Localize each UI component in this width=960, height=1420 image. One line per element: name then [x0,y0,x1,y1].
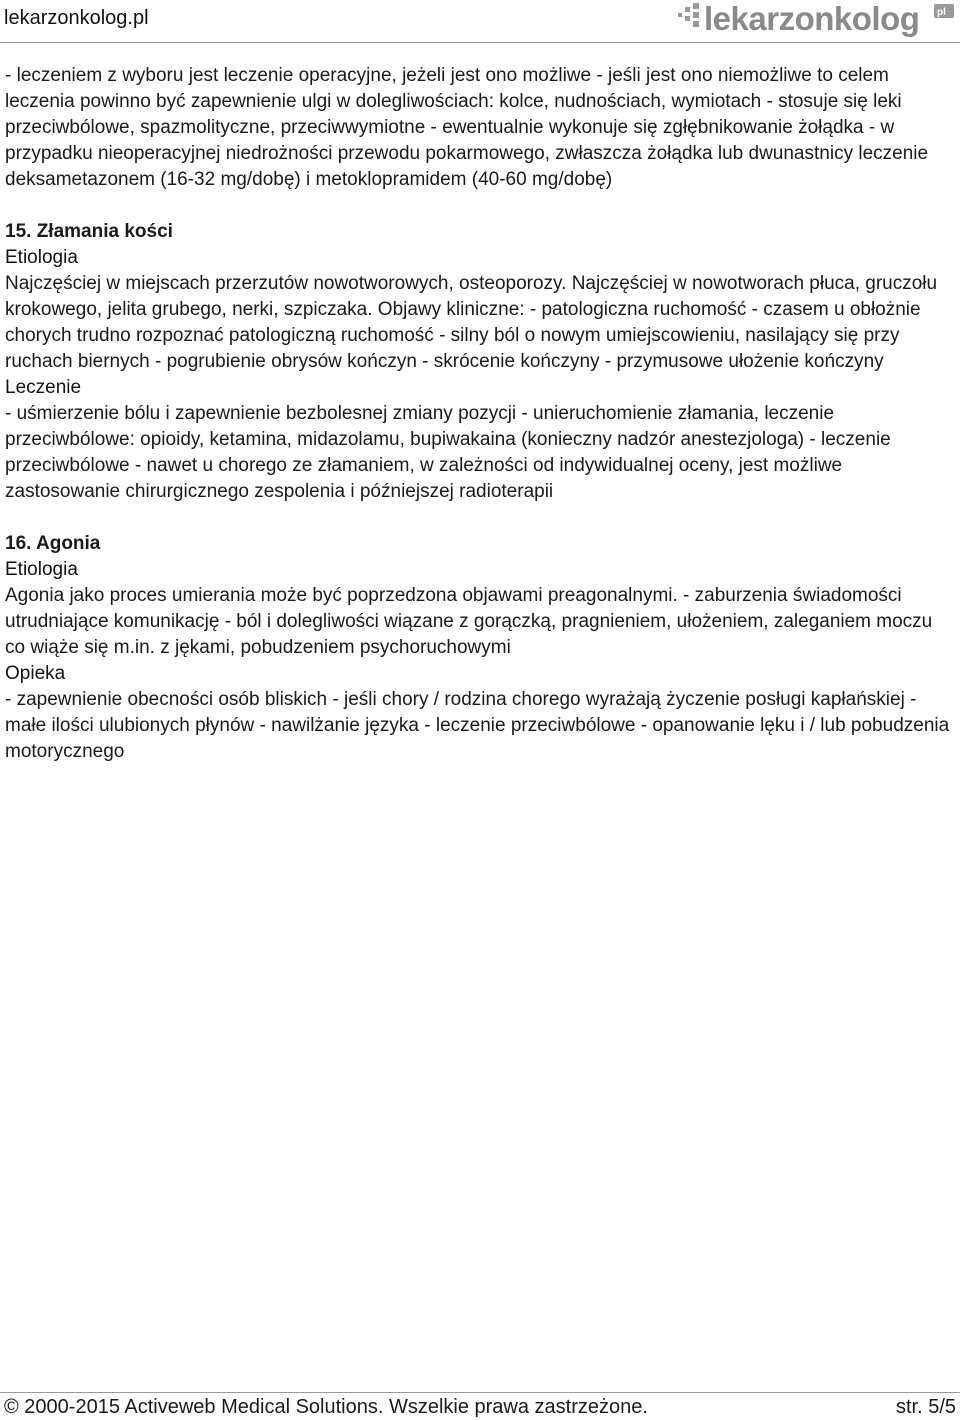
section-title-agonia: 16. Agonia [5,533,101,554]
copyright-text: © 2000-2015 Activeweb Medical Solutions. Wszelkie prawa zastrzeżone. [4,1396,648,1418]
article-body [5,63,950,765]
logo-dots-icon [678,3,699,27]
label-etiologia: Etiologia [5,559,78,580]
page-footer [0,1392,960,1420]
site-name: lekarzonkolog.pl [4,7,149,29]
paragraph-agonia-opieka: - zapewnienie obecności osób bliskich - jeśli chory / rodzina chorego wyrażają życzenie posługi kapłańskiej - małe ilości ulubionych płynów - nawilżanie języka - leczenie przeciwbólowe - opanowanie lęku i / lub pobudzenia motorycznego [5,689,950,762]
logo-wordmark: lekarzonkolog [704,0,920,37]
section-title-zlamania: 15. Złamania kości [5,221,173,242]
logo-pl-text: pl [937,7,946,18]
page-header [0,0,960,43]
paragraph-zlamania-leczenie: - uśmierzenie bólu i zapewnienie bezbolesnej zmiany pozycji - unieruchomienie złamania, leczenie przeciwbólowe: opioidy, ketamina, midazolamu, bupiwakaina (konieczny nadzór anestezjologa) - leczenie przeciwbólowe - nawet u chorego ze złamaniem, w zależności od indywidualnej oceny, jest możliwe zastosowanie chirurgicznego zespolenia i późniejszej radioterapii [5,403,891,502]
page-number: str. 5/5 [895,1396,956,1418]
label-opieka: Opieka [5,663,66,684]
paragraph-zlamania-etiologia: Najczęściej w miejscach przerzutów nowotworowych, osteoporozy. Najczęściej w nowotworach płuca, gruczołu krokowego, jelita grubego, nerki, szpiczaka. Objawy kliniczne: - patologiczna ruchomość - czasem u obłożnie chorych trudno rozpoznać patologiczną ruchomość - silny ból o nowym umiejscowieniu, nasilający się przy ruchach biernych - pogrubienie obrysów kończyn - skrócenie kończyny - przymusowe ułożenie kończyny [5,273,938,372]
intro-paragraph: - leczeniem z wyboru jest leczenie operacyjne, jeżeli jest ono możliwe - jeśli jest ono niemożliwe to celem leczenia powinno być zapewnienie ulgi w dolegliwościach: kolce, nudnościach, wymiotach - stosuje się leki przeciwbólowe, spazmolityczne, przeciwwymiotne - ewentualnie wykonuje się zgłębnikowanie żołądka - w przypadku nieoperacyjnej niedrożności przewodu pokarmowego, zwłaszcza żołądka lub dwunastnicy leczenie deksametazonem (16-32 mg/dobę) i metoklopramidem (40-60 mg/dobę) [5,65,929,190]
label-etiologia: Etiologia [5,247,78,268]
lekarzonkolog-logo [676,0,958,40]
label-leczenie: Leczenie [5,377,82,398]
paragraph-agonia-etiologia: Agonia jako proces umierania może być poprzedzona objawami preagonalnymi. - zaburzenia świadomości utrudniające komunikację - ból i dolegliwości wiązane z gorączką, pragnieniem, ułożeniem, zaleganiem moczu co wiąże się m.in. z jękami, pobudzeniem psychoruchowymi [5,585,933,658]
